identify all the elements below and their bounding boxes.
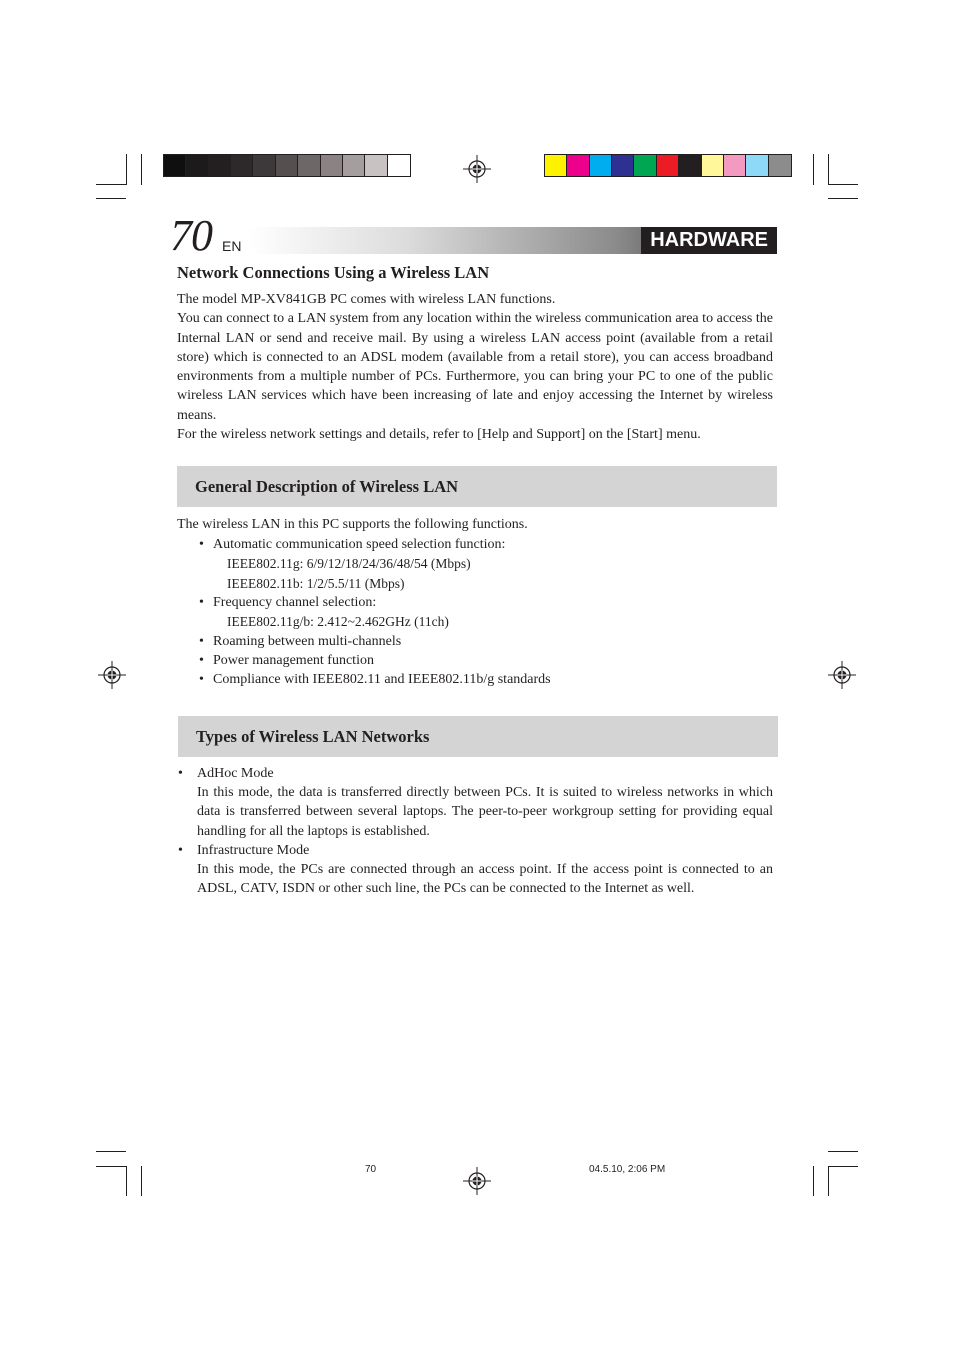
- mode-description: In this mode, the data is transferred directly between PCs. It is suited to wireless networks in which data is transferred between several laptops. The peer-to-peer workgroup setting for providing equal handling for all the laptops is established.: [197, 785, 773, 839]
- intro-paragraph: For the wireless network settings and details, refer to [Help and Support] on the [Start] menu.: [177, 427, 701, 443]
- intro-title: Network Connections Using a Wireless LAN: [177, 263, 490, 282]
- list-item: Power management function: [213, 652, 374, 668]
- page-number: 70: [170, 211, 212, 260]
- section-header-bar: [248, 227, 777, 254]
- crop-mark: [126, 154, 127, 185]
- color-swatch: [702, 155, 724, 176]
- language-code: EN: [222, 238, 242, 254]
- color-swatch: [769, 155, 791, 176]
- mode-name: Infrastructure Mode: [197, 843, 310, 858]
- crop-mark: [828, 154, 829, 185]
- color-swatch: [724, 155, 746, 176]
- general-title: General Description of Wireless LAN: [195, 477, 459, 496]
- list-item: Roaming between multi-channels: [213, 633, 402, 649]
- list-item: Compliance with IEEE802.11 and IEEE802.11b/g standards: [213, 672, 551, 688]
- crop-mark: [828, 1166, 829, 1196]
- registration-mark-icon: [463, 155, 491, 183]
- color-swatch: [164, 155, 186, 176]
- list-bullet: •: [199, 537, 204, 552]
- registration-mark-icon: [98, 661, 126, 689]
- color-swatch: [612, 155, 634, 176]
- color-calibration-bar: [544, 154, 792, 177]
- crop-mark: [828, 184, 858, 185]
- color-swatch: [634, 155, 656, 176]
- intro-body: [177, 290, 773, 444]
- intro-paragraph: You can connect to a LAN system from any location within the wireless communication area to access the Internal LAN or send and receive mail. By using a wireless LAN access point (available from a retail store) which is connected to an ADSL modem (available from a retail store), you can access broadband environments from a multiple number of PCs. Furthermore, you can bring your PC to one of the public wireless LAN services which have been increasing of late and enjoy accessing the Internet by wireless means.: [177, 311, 773, 423]
- crop-mark: [828, 198, 858, 199]
- color-swatch: [746, 155, 768, 176]
- types-section-heading: [178, 716, 778, 757]
- crop-mark: [96, 198, 126, 199]
- color-swatch: [657, 155, 679, 176]
- color-swatch: [567, 155, 589, 176]
- crop-mark: [813, 1166, 814, 1196]
- list-bullet: •: [199, 633, 204, 649]
- footer-page-number: 70: [365, 1164, 377, 1175]
- list-bullet: •: [199, 652, 204, 668]
- footer-timestamp: 04.5.10, 2:06 PM: [589, 1164, 666, 1175]
- color-swatch: [298, 155, 320, 176]
- crop-mark: [828, 1151, 858, 1152]
- crop-mark: [126, 1166, 127, 1196]
- mode-description: In this mode, the PCs are connected through an access point. If the access point is connected to an ADSL, CATV, ISDN or other such line, the PCs can be connected to the Internet as well.: [197, 862, 773, 897]
- color-swatch: [365, 155, 387, 176]
- list-subitem: IEEE802.11g: 6/9/12/18/24/36/48/54 (Mbps): [227, 556, 471, 572]
- list-item: Frequency channel selection:: [213, 594, 377, 610]
- color-swatch: [321, 155, 343, 176]
- crop-mark: [828, 1166, 858, 1167]
- general-section-heading: [177, 466, 777, 507]
- color-swatch: [253, 155, 275, 176]
- mode-name: AdHoc Mode: [197, 766, 274, 781]
- color-swatch: [545, 155, 567, 176]
- registration-mark-icon: [463, 1167, 491, 1195]
- color-swatch: [679, 155, 701, 176]
- crop-mark: [96, 184, 126, 185]
- types-title: Types of Wireless LAN Networks: [196, 727, 430, 746]
- color-swatch: [388, 155, 410, 176]
- crop-mark: [141, 1166, 142, 1196]
- crop-mark: [141, 154, 142, 185]
- registration-mark-icon: [828, 661, 856, 689]
- list-subitem: IEEE802.11b: 1/2/5.5/11 (Mbps): [227, 575, 405, 591]
- color-swatch: [186, 155, 208, 176]
- list-bullet: •: [199, 672, 204, 688]
- color-swatch: [276, 155, 298, 176]
- color-swatch: [209, 155, 231, 176]
- color-swatch: [343, 155, 365, 176]
- color-swatch: [231, 155, 253, 176]
- list-bullet: •: [199, 594, 204, 610]
- list-bullet: •: [178, 843, 183, 858]
- list-subitem: IEEE802.11g/b: 2.412~2.462GHz (11ch): [227, 614, 449, 630]
- crop-mark: [96, 1151, 126, 1152]
- intro-paragraph: The model MP-XV841GB PC comes with wireless LAN functions.: [177, 292, 556, 307]
- color-swatch: [590, 155, 612, 176]
- list-item: Automatic communication speed selection function:: [213, 537, 506, 552]
- general-intro: The wireless LAN in this PC supports the following functions.: [177, 517, 528, 532]
- gray-calibration-bar: [163, 154, 411, 177]
- section-label: HARDWARE: [641, 227, 777, 254]
- crop-mark: [813, 154, 814, 185]
- crop-mark: [96, 1166, 126, 1167]
- list-bullet: •: [178, 766, 183, 781]
